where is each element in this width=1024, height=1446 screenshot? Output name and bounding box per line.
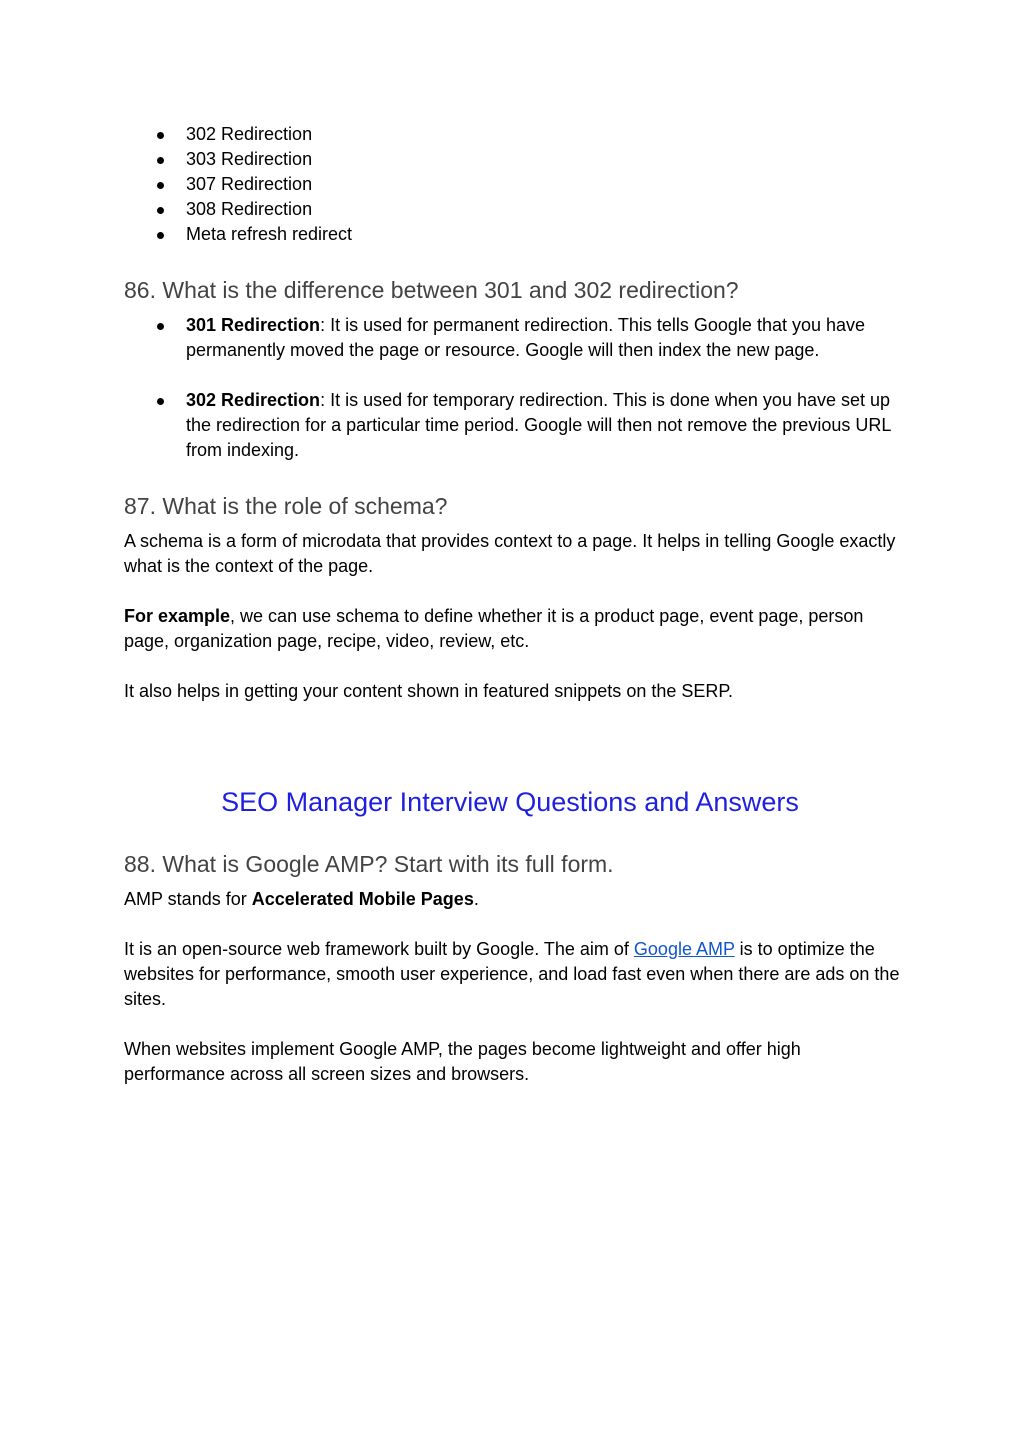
bullet-icon <box>157 182 164 189</box>
paragraph: For example, we can use schema to define whether it is a product page, event page, person page, organization page, recipe, video, review, etc. <box>124 606 864 651</box>
bullet-icon <box>157 232 164 239</box>
question-86-heading: 86. What is the difference between 301 and 302 redirection? <box>124 277 739 303</box>
list-item: 301 Redirection: It is used for permanent redirection. This tells Google that you have permanently moved the page or resource. Google will then index the new page. <box>124 313 904 363</box>
bullet-icon <box>157 398 164 405</box>
list-item: 307 Redirection <box>124 172 352 197</box>
paragraph: It also helps in getting your content shown in featured snippets on the SERP. <box>124 681 734 701</box>
paragraph: When websites implement Google AMP, the pages become lightweight and offer high performance across all screen sizes and browsers. <box>124 1039 801 1084</box>
list-item: 303 Redirection <box>124 147 352 172</box>
list-item: 302 Redirection <box>124 122 352 147</box>
paragraph: AMP stands for Accelerated Mobile Pages. <box>124 889 479 909</box>
bullet-icon <box>157 132 164 139</box>
redirect-types-list <box>124 122 352 247</box>
section-title: SEO Manager Interview Questions and Answers <box>221 787 799 817</box>
list-item: 302 Redirection: It is used for temporary redirection. This is done when you have set up the redirection for a particular time period. Google will then not remove the previous URL from indexing. <box>124 388 904 463</box>
paragraph: It is an open-source web framework built by Google. The aim of Google AMP is to optimize the websites for performance, smooth user experience, and load fast even when there are ads on the sites. <box>124 939 900 1009</box>
google-amp-link[interactable]: Google AMP <box>633 939 735 959</box>
bullet-icon <box>157 207 164 214</box>
question-87-heading: 87. What is the role of schema? <box>124 493 448 519</box>
bullet-icon <box>157 157 164 164</box>
bullet-icon <box>157 323 164 330</box>
paragraph: A schema is a form of microdata that provides context to a page. It helps in telling Google exactly what is the context of the page. <box>124 531 896 576</box>
redirect-difference-list <box>124 313 904 463</box>
list-item: Meta refresh redirect <box>124 222 352 247</box>
question-88-heading: 88. What is Google AMP? Start with its full form. <box>124 851 614 877</box>
list-item: 308 Redirection <box>124 197 352 222</box>
